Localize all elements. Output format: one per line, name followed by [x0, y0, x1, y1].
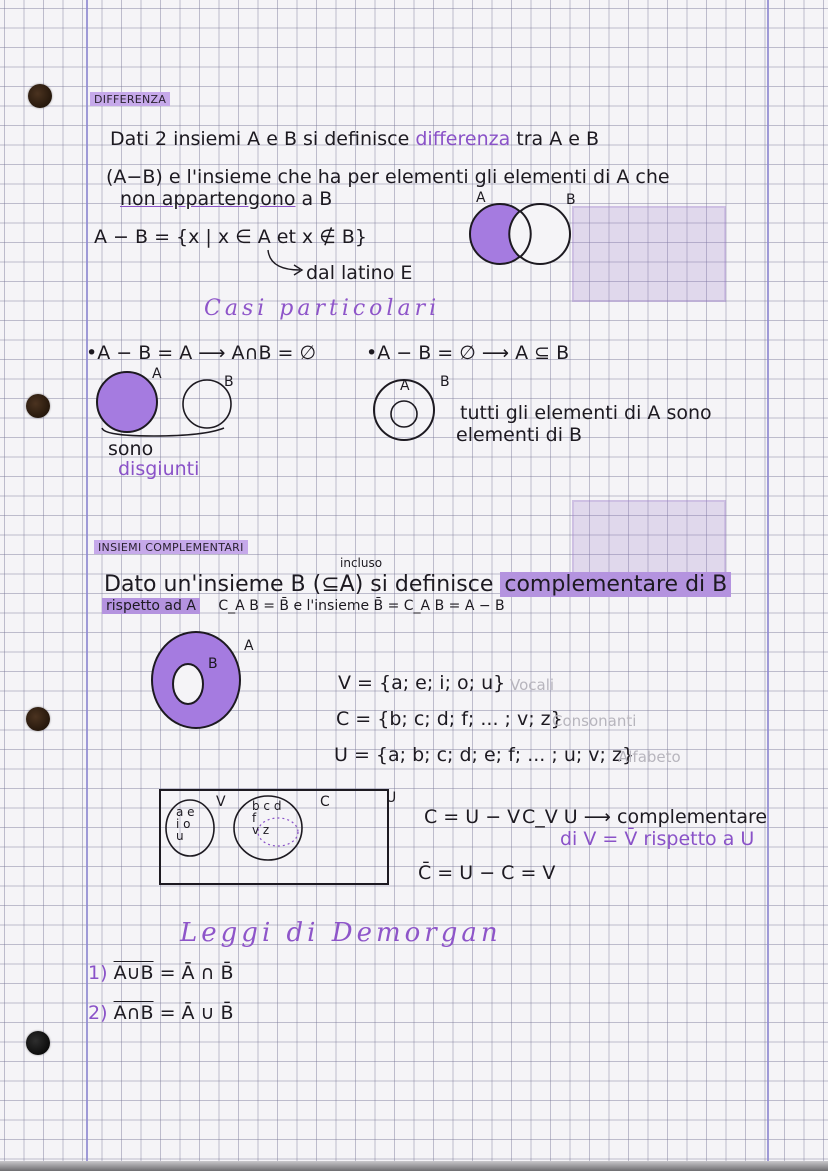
- binder-hole: [26, 394, 50, 418]
- right-margin-line: [767, 0, 769, 1171]
- set-u-note: Alfabeto: [618, 748, 681, 766]
- set-c-note: Consonanti: [552, 712, 637, 730]
- page-bottom-edge: [0, 1161, 828, 1171]
- case2-note-line1: tutti gli elementi di A sono: [460, 402, 712, 424]
- case1-note-sono: sono: [108, 438, 154, 460]
- set-v: V = {a; e; i; o; u}: [338, 672, 506, 694]
- left-margin-line: [86, 0, 88, 1171]
- case-1-formula: •A − B = A ⟶ A∩B = ∅: [86, 342, 317, 364]
- incluso-note: incluso: [340, 556, 383, 570]
- set-u: U = {a; b; c; d; e; f; ... ; u; v; z}: [334, 744, 635, 766]
- section-heading-complementari: INSIEMI COMPLEMENTARI: [94, 540, 248, 554]
- demorgan-title: Leggi di Demorgan: [180, 918, 502, 948]
- box-label-u: U: [386, 790, 397, 806]
- eq-cbar: C̄ = U − C = V: [418, 862, 556, 884]
- term-complementare: complementare di B: [500, 572, 731, 597]
- complement-definition-line-2: rispetto ad A C_A B = B̄ e l'insieme B̄ = C_A B = A − B: [102, 598, 505, 614]
- definition-line-2: (A−B) e l'insieme che ha per elementi gli elementi di A che: [106, 166, 670, 188]
- definition-line-1: Dati 2 insiemi A e B si definisce differenza tra A e B: [110, 128, 600, 150]
- case1-label-b: B: [224, 374, 234, 390]
- case1-label-a: A: [152, 366, 162, 382]
- venn-difference-diagram: [466, 196, 576, 272]
- ring-label-b: B: [208, 656, 218, 672]
- set-c: C = {b; c; d; f; ... ; v; z}: [336, 708, 563, 730]
- box-label-c: C: [320, 794, 330, 810]
- definition-line-3: non appartengono a B: [120, 188, 333, 210]
- box-consonants: b c d f v z: [252, 799, 282, 837]
- case2-label-b: B: [440, 374, 450, 390]
- case-2-formula: •A − B = ∅ ⟶ A ⊆ B: [366, 342, 570, 364]
- ink-stain: [572, 206, 726, 302]
- term-differenza: differenza: [415, 128, 511, 150]
- case2-label-a: A: [400, 378, 410, 394]
- difference-formula: A − B = {x | x ∈ A et x ∉ B}: [94, 226, 367, 248]
- latin-note: dal latino E: [306, 262, 413, 284]
- binder-hole: [28, 84, 52, 108]
- special-cases-title: Casi particolari: [204, 296, 441, 321]
- disjoint-sets-diagram: [94, 368, 244, 440]
- demorgan-law-2: 2) A∩B = Ā ∪ B̄: [88, 1002, 234, 1024]
- complement-definition-line-1: Dato un'insieme B (⊆A) si definisce complementare di B: [104, 572, 731, 597]
- box-label-v: V: [216, 794, 226, 810]
- binder-hole: [26, 707, 50, 731]
- demorgan-law-1: 1) A∪B = Ā ∩ B̄: [88, 962, 234, 984]
- eq-c: C = U − V: [424, 806, 521, 828]
- binder-hole: [26, 1031, 50, 1055]
- eq-cvu-note: di V = V̄ rispetto a U: [560, 828, 755, 850]
- section-heading-differenza: DIFFERENZA: [90, 92, 170, 106]
- case1-note-disgiunti: disgiunti: [118, 458, 200, 480]
- box-vowels: a e i o u: [176, 805, 195, 843]
- complement-ring-diagram: [150, 628, 250, 732]
- venn-label-b: B: [566, 192, 576, 208]
- venn-label-a: A: [476, 190, 486, 206]
- ring-label-a: A: [244, 638, 254, 654]
- eq-cvu: C_V U ⟶ complementare: [522, 806, 768, 828]
- case2-note-line2: elementi di B: [456, 424, 583, 446]
- set-v-note: Vocali: [510, 676, 555, 694]
- term-rispetto-ad-a: rispetto ad A: [102, 598, 200, 614]
